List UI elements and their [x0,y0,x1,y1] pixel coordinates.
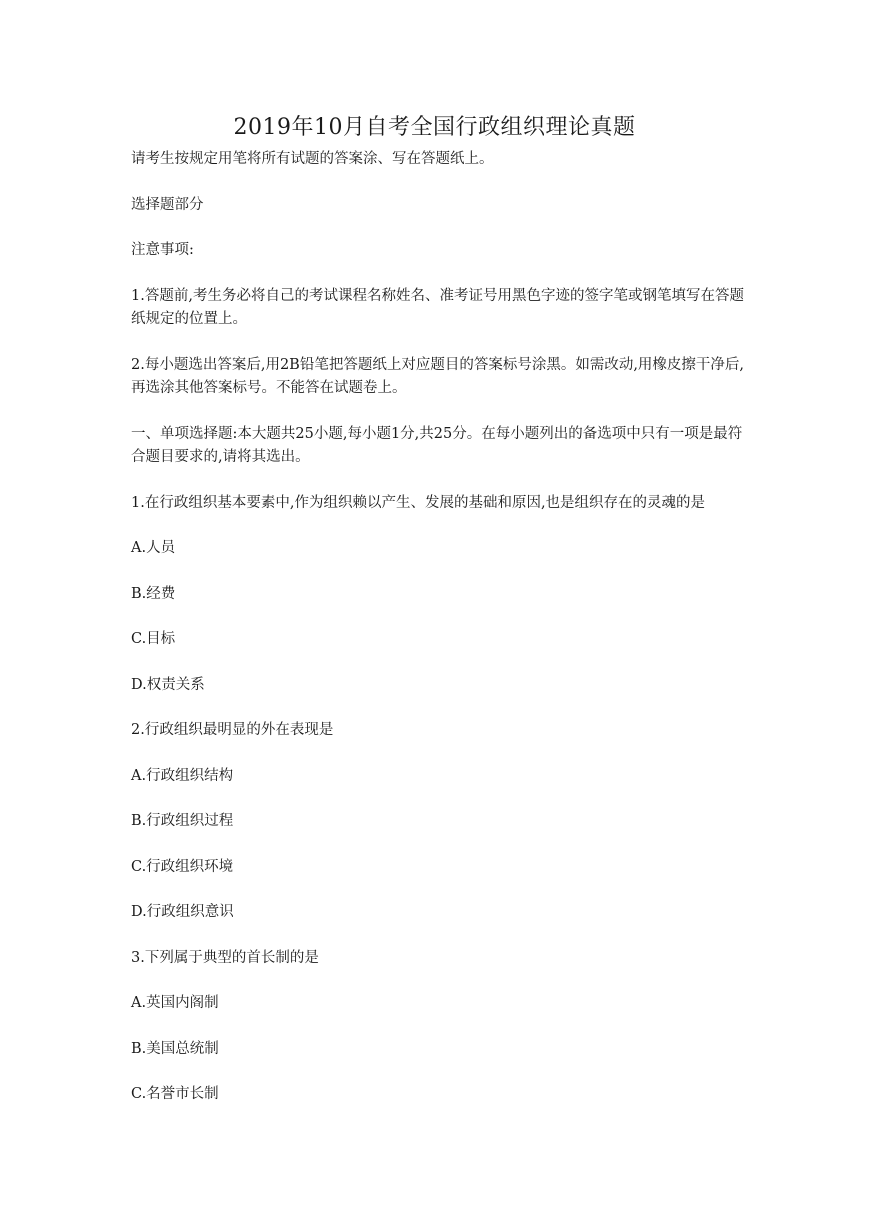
question-option: B.经费 [131,585,176,602]
question-stem: 2.行政组织最明显的外在表现是 [131,722,334,738]
part-heading: 一、单项选择题:本大题共25小题,每小题1分,共25分。在每小题列出的备选项中只有一项是最符合题目要求的,请将其选出。 [131,425,743,465]
notice-label: 注意事项: [131,242,194,258]
question-option: A.行政组织结构 [131,767,234,784]
document-title: 2019年10月自考全国行政组织理论真题 [233,115,636,140]
section-label: 选择题部分 [131,196,204,213]
document-body [131,148,746,1129]
question-option: C.行政组织环境 [131,858,234,875]
question-option: C.名誉市长制 [131,1086,219,1102]
notice-item: 1.答题前,考生务必将自己的考试课程名称姓名、准考证号用黑色字迹的签字笔或钢笔填写在答题纸规定的位置上。 [131,287,744,327]
question-stem: 1.在行政组织基本要素中,作为组织赖以产生、发展的基础和原因,也是组织存在的灵魂的是 [131,494,706,511]
question-option: D.行政组织意识 [131,904,234,920]
question-option: B.美国总统制 [131,1040,219,1057]
question-option: D.权责关系 [131,676,205,693]
question-option: C.目标 [131,631,176,647]
question-option: A.人员 [131,540,176,556]
question-option: B.行政组织过程 [131,813,234,829]
notice-item: 2.每小题选出答案后,用2B铅笔把答题纸上对应题目的答案标号涂黑。如需改动,用橡皮擦干净后,再选涂其他答案标号。不能答在试题卷上。 [131,356,745,396]
question-option: A.英国内阁制 [131,995,219,1011]
intro-text: 请考生按规定用笔将所有试题的答案涂、写在答题纸上。 [131,151,494,167]
question-stem: 3.下列属于典型的首长制的是 [131,949,319,966]
